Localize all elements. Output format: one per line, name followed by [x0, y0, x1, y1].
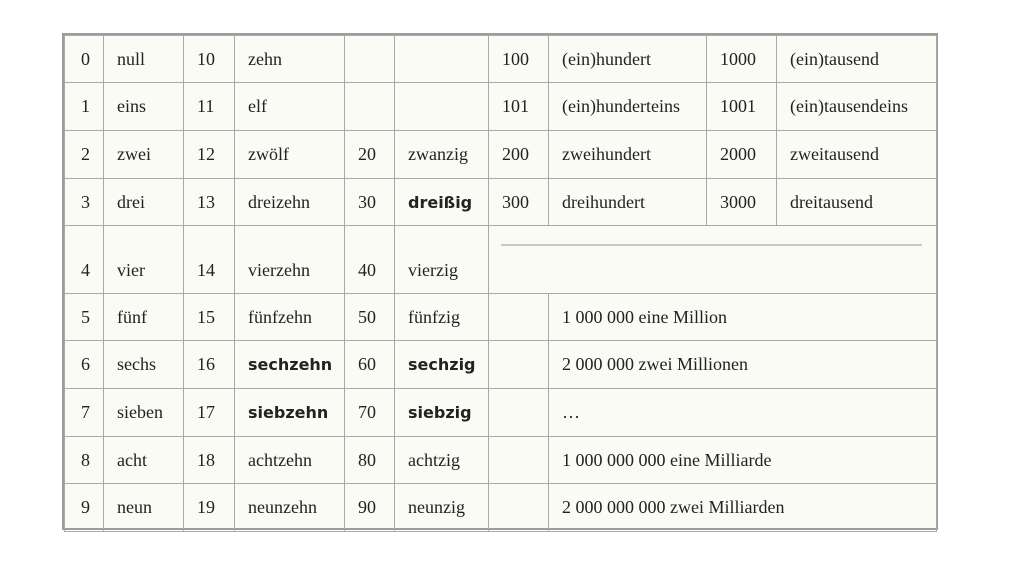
word-cell: fünfzig — [395, 294, 489, 341]
word-cell: zweihundert — [549, 131, 707, 179]
number-cell: 90 — [345, 484, 395, 532]
word-cell: dreizehn — [235, 179, 345, 226]
word-cell: zwei — [104, 131, 184, 179]
word-cell: dreitausend — [777, 179, 937, 226]
large-number-cell: … — [549, 389, 937, 437]
number-cell: 4 — [65, 226, 104, 294]
word-cell: eins — [104, 83, 184, 131]
word-cell: dreihundert — [549, 179, 707, 226]
table-row — [65, 294, 937, 341]
word-cell-emphasized: siebzig — [395, 389, 489, 437]
number-cell: 7 — [65, 389, 104, 437]
number-cell: 19 — [184, 484, 235, 532]
table-row — [65, 131, 937, 179]
number-cell: 5 — [65, 294, 104, 341]
table-row — [65, 341, 937, 389]
empty-cell — [345, 36, 395, 83]
number-cell: 70 — [345, 389, 395, 437]
number-cell: 50 — [345, 294, 395, 341]
number-cell: 20 — [345, 131, 395, 179]
number-cell: 15 — [184, 294, 235, 341]
number-cell: 2 — [65, 131, 104, 179]
number-cell: 2000 — [707, 131, 777, 179]
word-cell-emphasized: dreißig — [395, 179, 489, 226]
number-cell: 80 — [345, 437, 395, 484]
large-number-cell: 2 000 000 000 zwei Milliarden — [549, 484, 937, 532]
number-cell: 40 — [345, 226, 395, 294]
word-cell: neunzig — [395, 484, 489, 532]
number-cell: 0 — [65, 36, 104, 83]
word-cell: acht — [104, 437, 184, 484]
number-cell: 16 — [184, 341, 235, 389]
number-cell: 101 — [489, 83, 549, 131]
word-cell: fünfzehn — [235, 294, 345, 341]
number-cell: 6 — [65, 341, 104, 389]
word-cell: null — [104, 36, 184, 83]
word-cell: (ein)hunderteins — [549, 83, 707, 131]
word-cell: achtzig — [395, 437, 489, 484]
number-cell: 11 — [184, 83, 235, 131]
word-cell: vier — [104, 226, 184, 294]
word-cell: (ein)hundert — [549, 36, 707, 83]
number-cell: 1000 — [707, 36, 777, 83]
empty-cell — [489, 294, 549, 341]
number-cell: 9 — [65, 484, 104, 532]
large-number-cell: 1 000 000 000 eine Milliarde — [549, 437, 937, 484]
empty-cell — [395, 36, 489, 83]
empty-cell — [489, 389, 549, 437]
table-row — [65, 36, 937, 83]
number-cell: 200 — [489, 131, 549, 179]
number-cell: 100 — [489, 36, 549, 83]
word-cell: zwanzig — [395, 131, 489, 179]
word-cell-emphasized: sechzehn — [235, 341, 345, 389]
number-cell: 300 — [489, 179, 549, 226]
word-cell: neun — [104, 484, 184, 532]
number-cell: 1001 — [707, 83, 777, 131]
number-cell: 3000 — [707, 179, 777, 226]
table-row — [65, 83, 937, 131]
number-cell: 8 — [65, 437, 104, 484]
separator-cell — [489, 226, 937, 294]
table-row — [65, 389, 937, 437]
number-cell: 3 — [65, 179, 104, 226]
number-cell: 60 — [345, 341, 395, 389]
empty-cell — [395, 83, 489, 131]
word-cell: (ein)tausendeins — [777, 83, 937, 131]
number-cell: 30 — [345, 179, 395, 226]
word-cell: elf — [235, 83, 345, 131]
number-words-table-frame — [62, 33, 938, 530]
word-cell: neunzehn — [235, 484, 345, 532]
number-cell: 13 — [184, 179, 235, 226]
empty-cell — [489, 437, 549, 484]
word-cell: vierzig — [395, 226, 489, 294]
large-number-cell: 1 000 000 eine Million — [549, 294, 937, 341]
word-cell: zehn — [235, 36, 345, 83]
word-cell: achtzehn — [235, 437, 345, 484]
table-row — [65, 179, 937, 226]
word-cell: (ein)tausend — [777, 36, 937, 83]
separator-line — [501, 244, 922, 246]
number-cell: 17 — [184, 389, 235, 437]
number-words-table — [64, 35, 937, 532]
number-cell: 10 — [184, 36, 235, 83]
table-row — [65, 226, 937, 294]
number-cell: 12 — [184, 131, 235, 179]
empty-cell — [345, 83, 395, 131]
table-row — [65, 484, 937, 532]
word-cell: zweitausend — [777, 131, 937, 179]
table-row — [65, 437, 937, 484]
number-cell: 18 — [184, 437, 235, 484]
word-cell: sieben — [104, 389, 184, 437]
word-cell: sechs — [104, 341, 184, 389]
word-cell: vierzehn — [235, 226, 345, 294]
large-number-cell: 2 000 000 zwei Millionen — [549, 341, 937, 389]
word-cell: zwölf — [235, 131, 345, 179]
number-cell: 14 — [184, 226, 235, 294]
word-cell-emphasized: siebzehn — [235, 389, 345, 437]
empty-cell — [489, 484, 549, 532]
word-cell-emphasized: sechzig — [395, 341, 489, 389]
word-cell: fünf — [104, 294, 184, 341]
word-cell: drei — [104, 179, 184, 226]
number-cell: 1 — [65, 83, 104, 131]
empty-cell — [489, 341, 549, 389]
